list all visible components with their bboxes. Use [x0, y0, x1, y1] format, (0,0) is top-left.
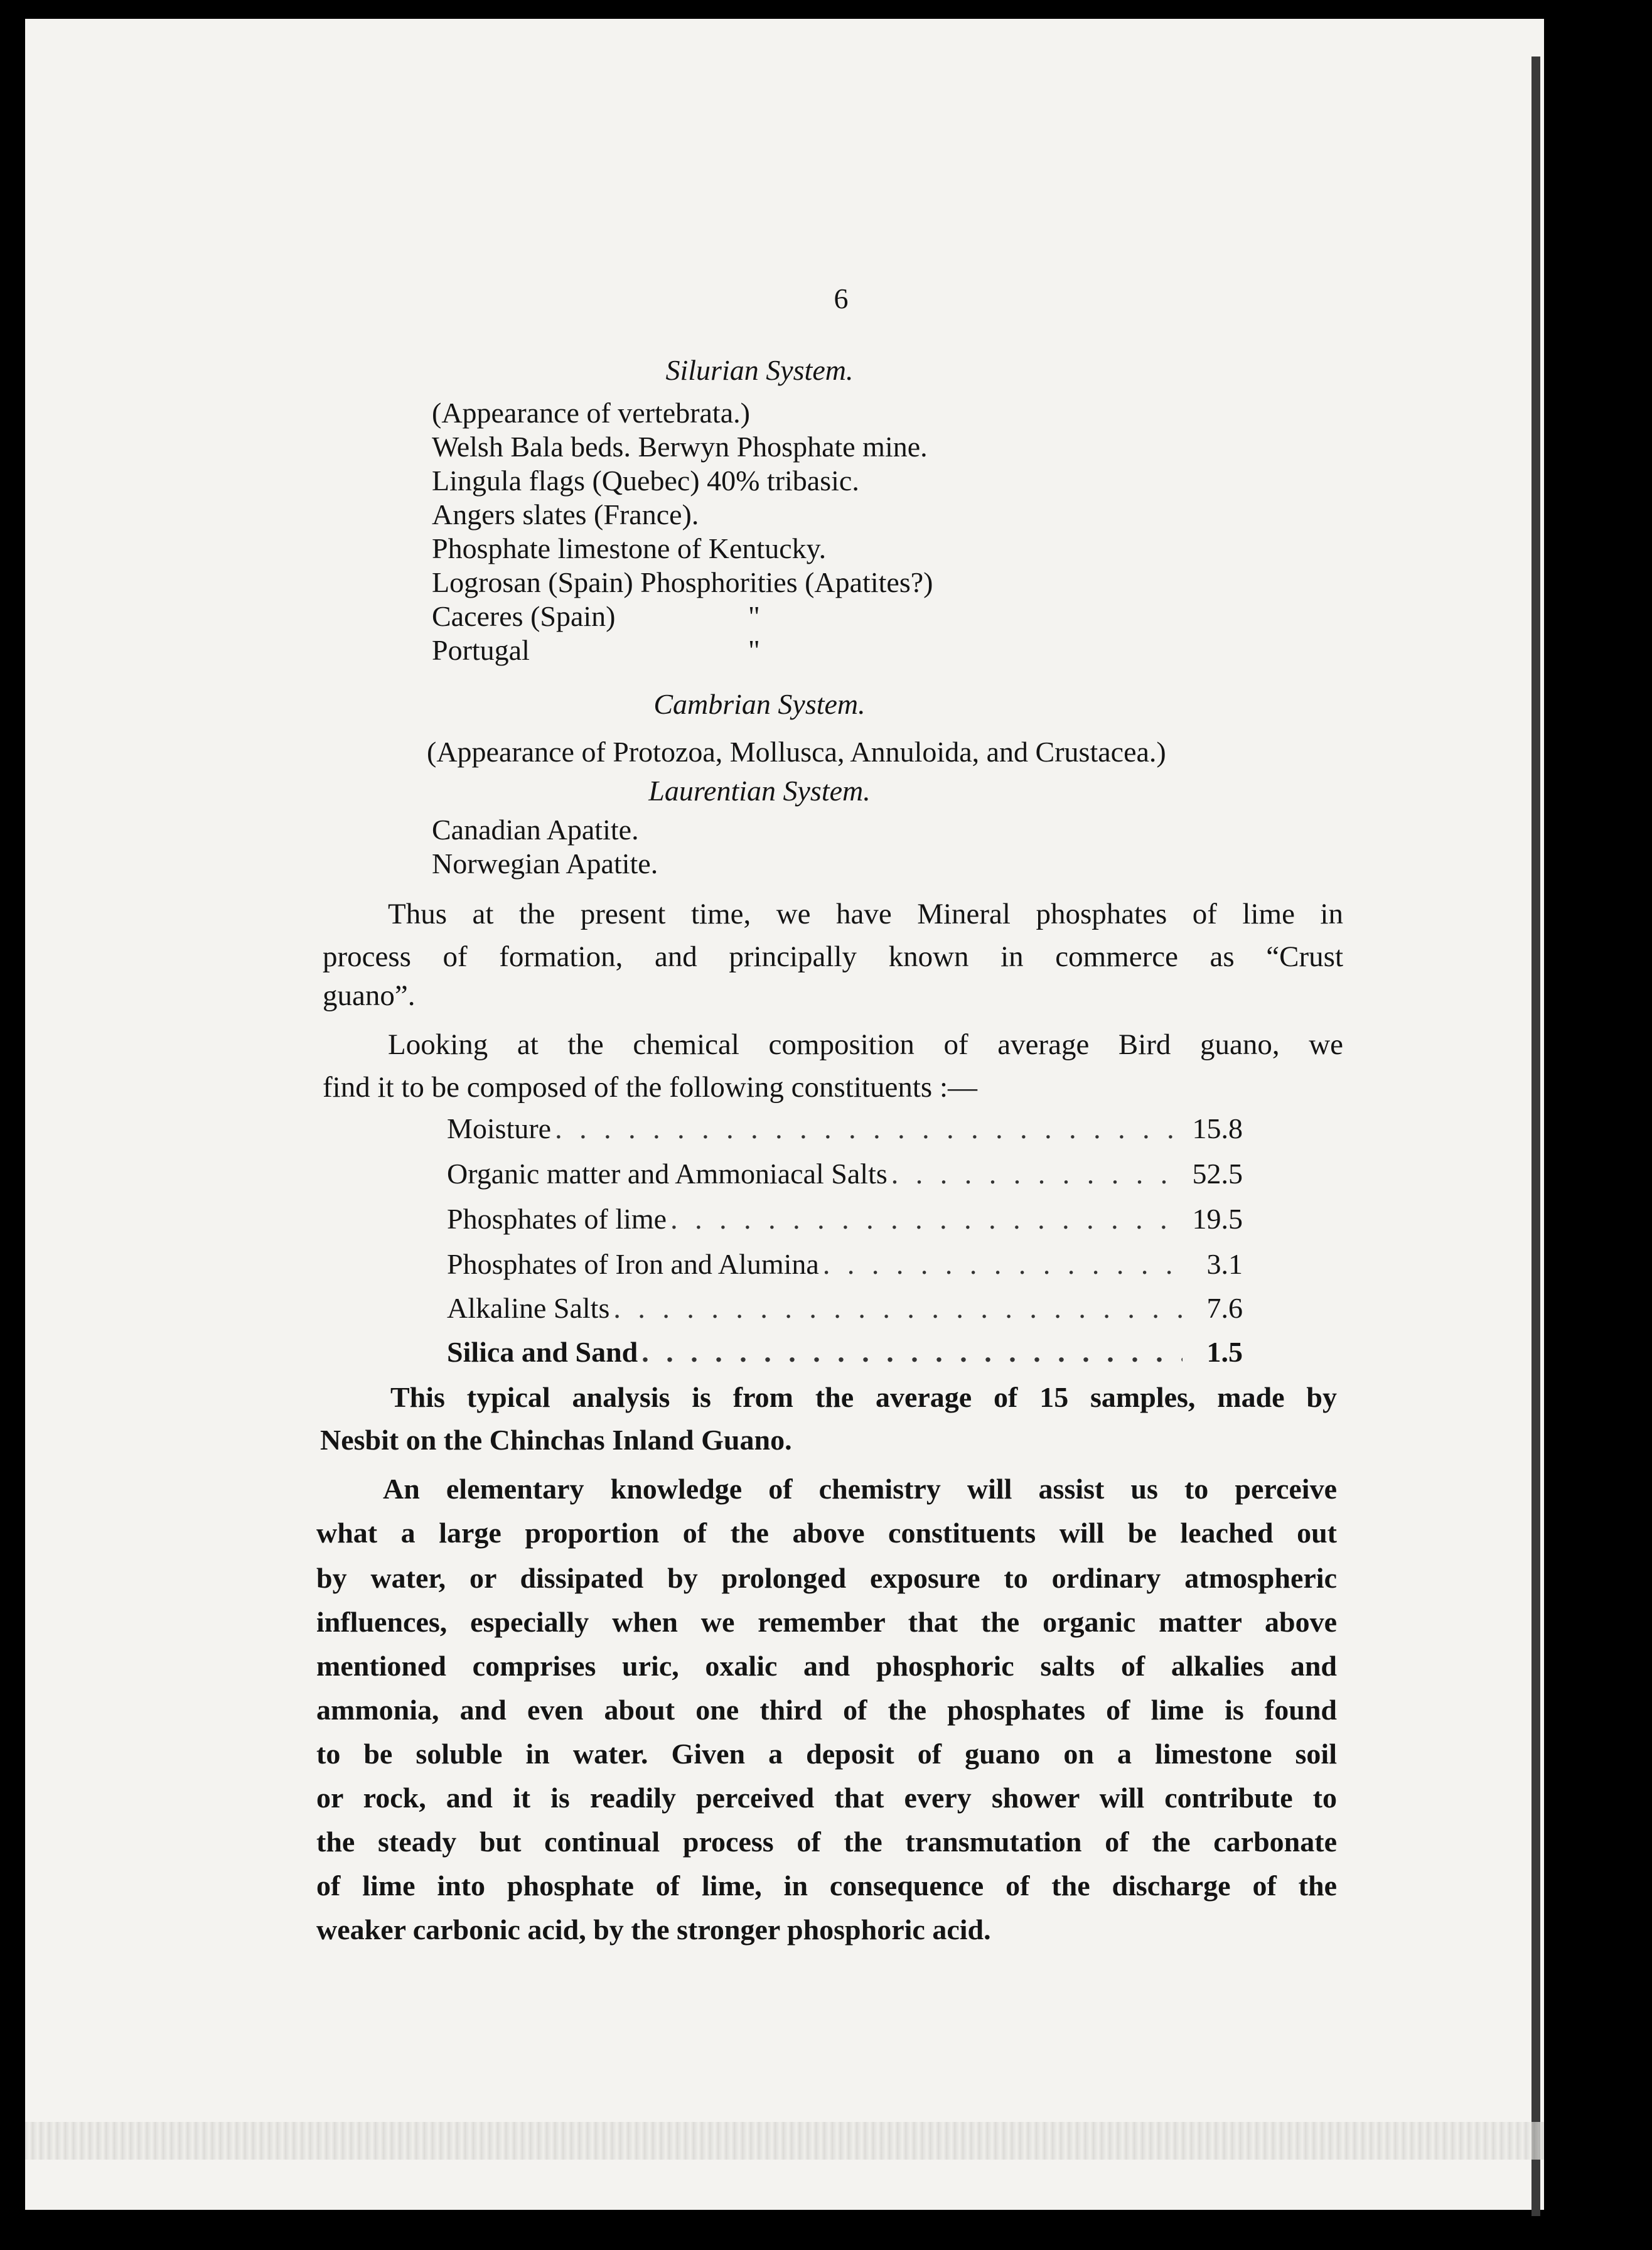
paragraph-line: of lime into phosphate of lime, in consequence of the discharge of the — [316, 1870, 1337, 1902]
silurian-line: Portugal — [432, 634, 530, 666]
paragraph-line: guano”. — [323, 979, 416, 1012]
laurentian-line: Canadian Apatite. — [432, 814, 639, 846]
dot-leader — [670, 1202, 1183, 1237]
silurian-line: Welsh Bala beds. Berwyn Phosphate mine. — [432, 431, 928, 463]
constituent-name: Silica and Sand — [447, 1336, 638, 1368]
silurian-heading: Silurian System. — [665, 354, 854, 386]
paragraph-line: This typical analysis is from the average of 15 samples, made by — [390, 1381, 1337, 1413]
constituent-row — [447, 1111, 1243, 1146]
paragraph-line: Nesbit on the Chinchas Inland Guano. — [320, 1424, 792, 1456]
constituent-name: Phosphates of Iron and Alumina — [447, 1248, 819, 1280]
laurentian-heading: Laurentian System. — [648, 775, 871, 807]
paragraph-line: to be soluble in water. Given a deposit of guano on a limestone soil — [316, 1738, 1337, 1770]
page-number: 6 — [834, 283, 849, 315]
paragraph-line: Looking at the chemical composition of average Bird guano, we — [388, 1028, 1343, 1061]
paragraph-line: ammonia, and even about one third of the phosphates of lime is found — [316, 1694, 1337, 1726]
constituent-row — [447, 1156, 1243, 1192]
dot-leader — [823, 1247, 1183, 1282]
constituent-name: Phosphates of lime — [447, 1203, 667, 1235]
ditto-mark: " — [748, 634, 760, 666]
paragraph-line: mentioned comprises uric, oxalic and phosphoric salts of alkalies and — [316, 1650, 1337, 1682]
silurian-line: (Appearance of vertebrata.) — [432, 397, 750, 429]
silurian-line: Lingula flags (Quebec) 40% tribasic. — [432, 465, 859, 497]
paragraph-line: or rock, and it is readily perceived that every shower will contribute to — [316, 1782, 1337, 1814]
silurian-line: Phosphate limestone of Kentucky. — [432, 532, 827, 564]
paragraph-line: weaker carbonic acid, by the stronger phosphoric acid. — [316, 1914, 991, 1946]
cambrian-line: (Appearance of Protozoa, Mollusca, Annuloida, and Crustacea.) — [427, 736, 1166, 768]
constituent-row — [447, 1291, 1243, 1326]
paragraph-line: the steady but continual process of the transmutation of the carbonate — [316, 1826, 1337, 1858]
paragraph-line: Thus at the present time, we have Mineral phosphates of lime in — [388, 898, 1343, 930]
constituent-value: 7.6 — [1206, 1292, 1243, 1324]
document-page — [25, 19, 1544, 2210]
ditto-mark: " — [748, 600, 760, 632]
constituent-row — [447, 1202, 1243, 1237]
silurian-line: Logrosan (Spain) Phosphorities (Apatites?) — [432, 566, 933, 598]
silurian-line: Angers slates (France). — [432, 498, 699, 530]
dot-leader — [891, 1156, 1183, 1192]
dot-leader — [613, 1291, 1183, 1326]
constituent-row — [447, 1335, 1243, 1370]
silurian-line: Caceres (Spain) — [432, 600, 616, 632]
scan-artifact-strip — [25, 2122, 1544, 2160]
paragraph-line: what a large proportion of the above constituents will be leached out — [316, 1517, 1337, 1549]
constituent-value: 19.5 — [1192, 1203, 1243, 1235]
paragraph-line: process of formation, and principally known in commerce as “Crust — [323, 940, 1343, 973]
paragraph-line: find it to be composed of the following constituents :— — [323, 1071, 977, 1104]
constituent-name: Alkaline Salts — [447, 1292, 610, 1324]
paragraph-line: by water, or dissipated by prolonged exposure to ordinary atmospheric — [316, 1562, 1337, 1594]
constituent-name: Organic matter and Ammoniacal Salts — [447, 1158, 888, 1190]
constituent-value: 52.5 — [1192, 1158, 1243, 1190]
paragraph-line: influences, especially when we remember that the organic matter above — [316, 1606, 1337, 1638]
laurentian-line: Norwegian Apatite. — [432, 848, 658, 880]
constituent-name: Moisture — [447, 1112, 552, 1144]
constituent-value: 1.5 — [1206, 1336, 1243, 1368]
cambrian-heading: Cambrian System. — [653, 688, 866, 720]
constituent-value: 3.1 — [1206, 1248, 1243, 1280]
constituent-value: 15.8 — [1192, 1112, 1243, 1144]
page-edge-shadow — [1531, 57, 1540, 2216]
constituent-row — [447, 1247, 1243, 1282]
dot-leader — [555, 1111, 1183, 1146]
paragraph-line: An elementary knowledge of chemistry will assist us to perceive — [383, 1473, 1337, 1505]
dot-leader — [641, 1335, 1183, 1370]
